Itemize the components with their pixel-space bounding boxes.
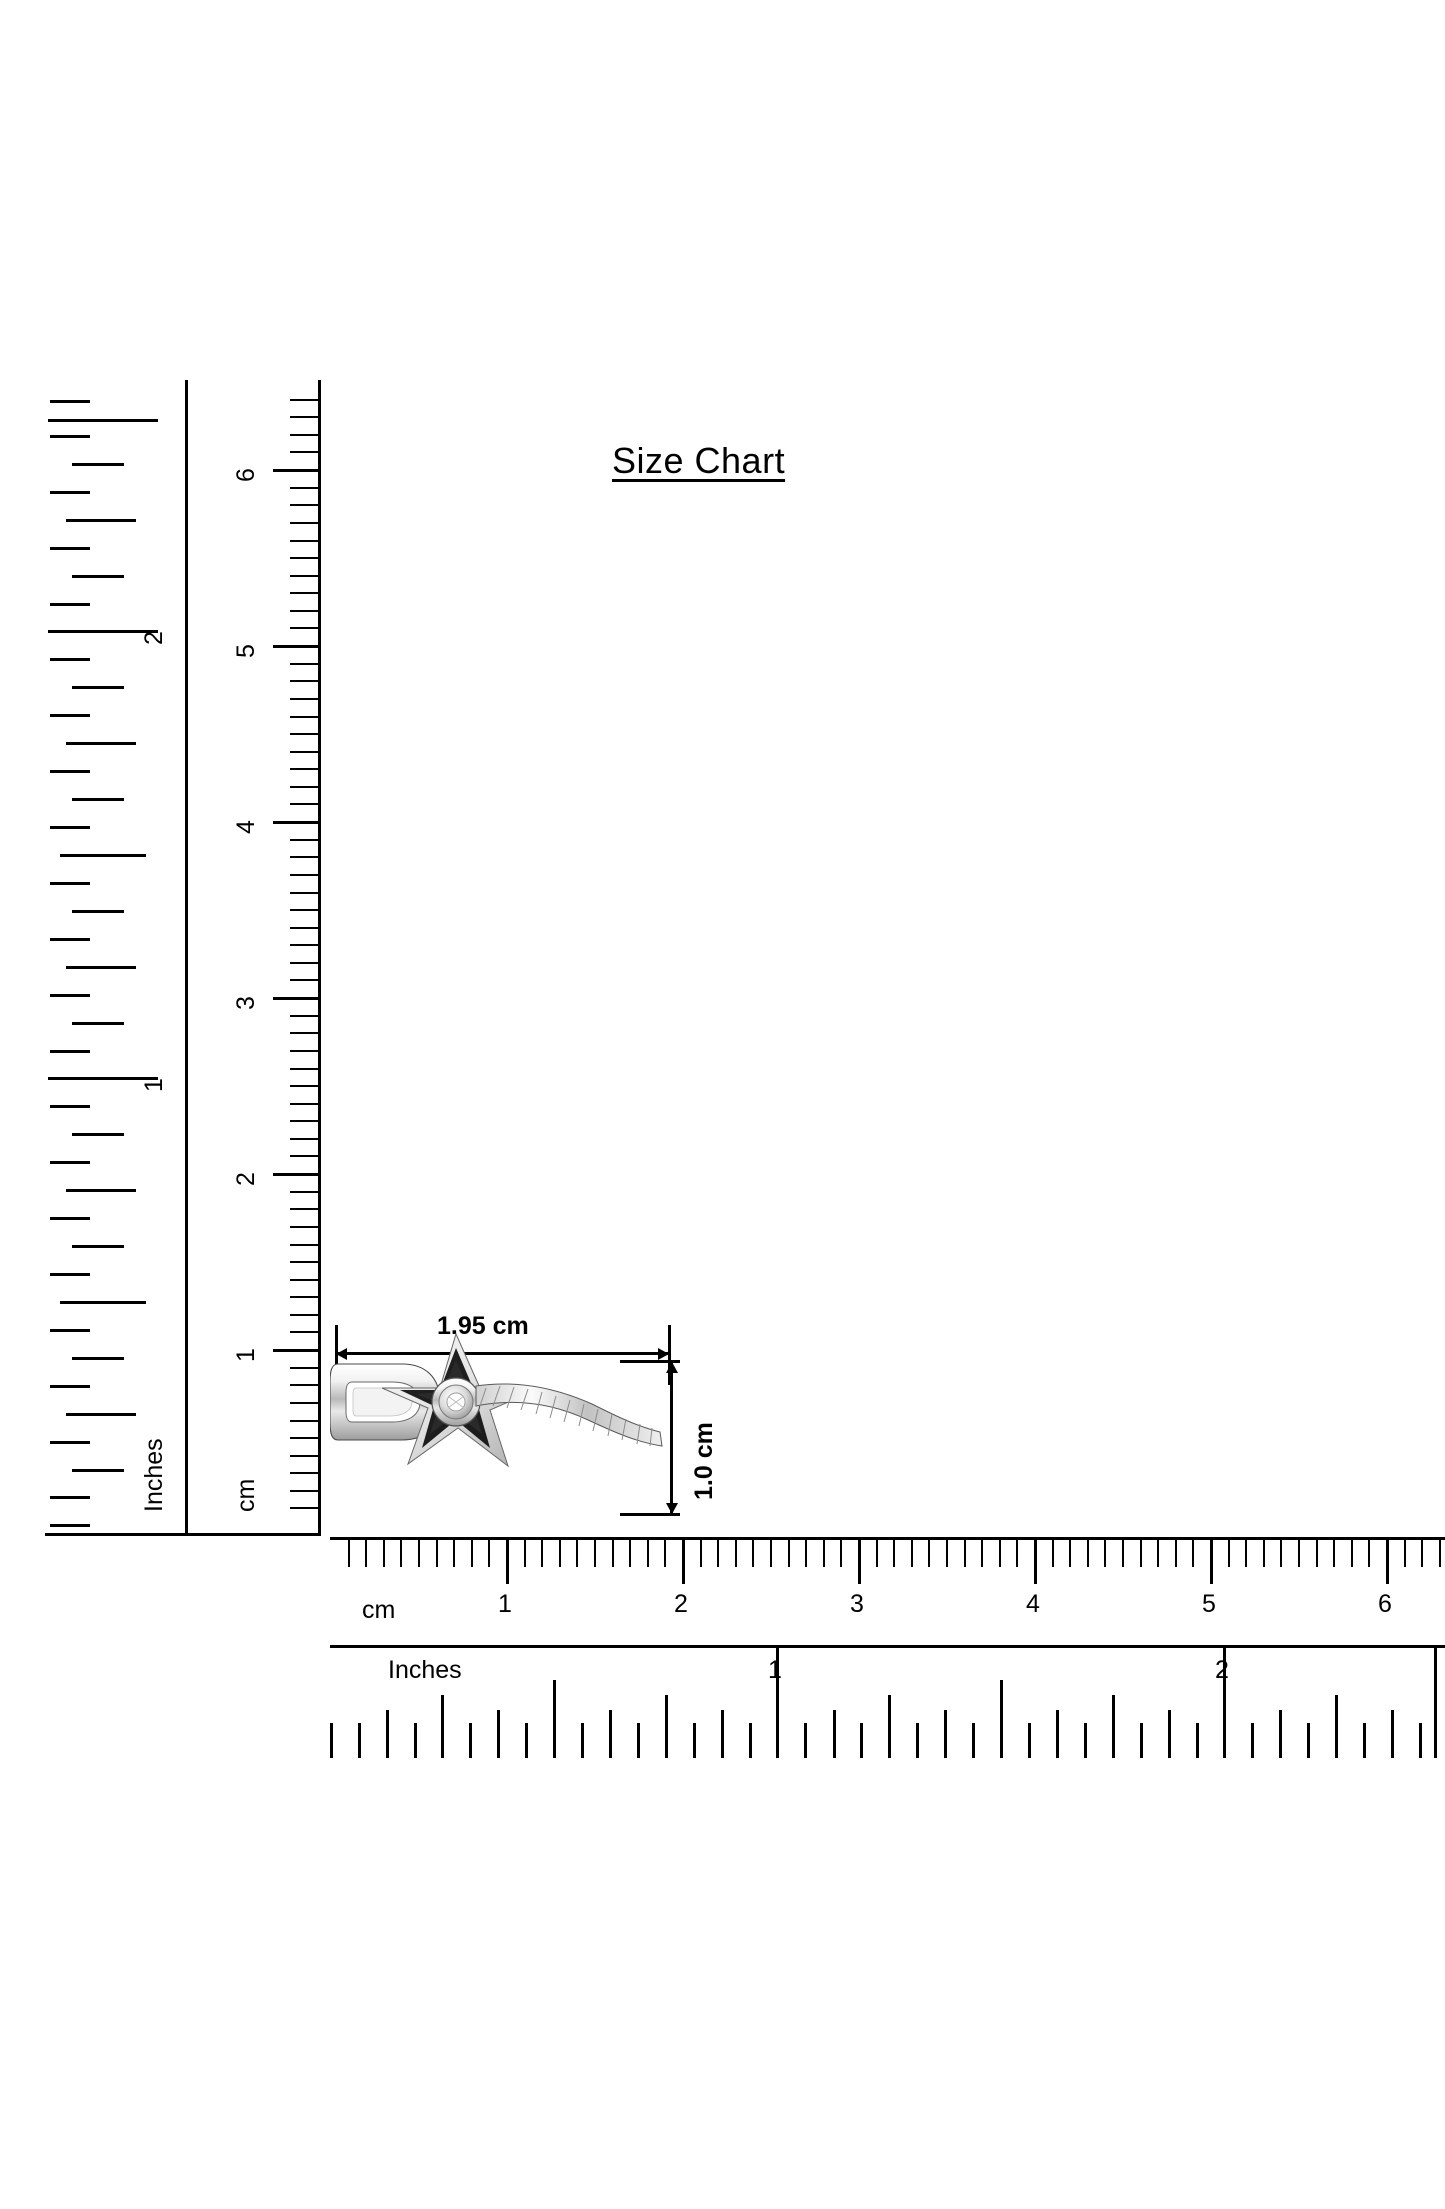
tick-half [60,1301,146,1304]
tick-minor [290,944,319,946]
vertical-inches-ruler-spine [185,380,188,1535]
tick-sixteenth [50,603,90,606]
tick-sixteenth [50,770,90,773]
tick-minor [290,768,319,770]
tick-major [506,1537,509,1584]
tick-minor [1104,1537,1106,1567]
tick-minor [1069,1537,1071,1567]
vertical-cm-label-2: 2 [232,1172,260,1186]
tick-minor [418,1537,420,1567]
tick-quarter [441,1695,444,1758]
tick-sixteenth [50,882,90,885]
tick-minor [290,927,319,929]
vertical-inches-label-2: 2 [140,631,168,645]
tick-sixteenth [916,1723,919,1758]
tick-minor [788,1537,790,1567]
tick-sixteenth [50,1524,90,1527]
tick-minor [805,1537,807,1567]
tick-major [273,821,319,824]
tick-minor [893,1537,895,1567]
tick-sixteenth [693,1723,696,1758]
tick-minor [290,399,319,401]
tick-minor [290,1507,319,1509]
tick-eighth [386,1710,389,1758]
horizontal-cm-label-2: 2 [674,1590,688,1618]
horizontal-inches-unit-label: Inches [388,1656,462,1684]
tick-minor [290,733,319,735]
tick-minor [290,786,319,788]
ruler-corner-connector [45,1533,321,1536]
tick-sixteenth [1028,1723,1031,1758]
tick-minor [735,1537,737,1567]
tick-sixteenth [525,1723,528,1758]
tick-eighth [72,910,124,913]
tick-sixteenth [50,400,90,403]
tick-sixteenth [50,1329,90,1332]
tick-sixteenth [50,658,90,661]
tick-major [1210,1537,1213,1584]
tick-minor [1122,1537,1124,1567]
tick-minor [594,1537,596,1567]
vertical-cm-label-5: 5 [232,644,260,658]
tick-minor [1333,1537,1335,1567]
vertical-cm-unit-label: cm [232,1478,260,1512]
tick-sixteenth [637,1723,640,1758]
tick-minor [1439,1537,1441,1567]
tick-minor [290,1402,319,1404]
horizontal-cm-label-3: 3 [850,1590,864,1618]
tick-sixteenth [1419,1723,1422,1758]
vertical-inches-label-1: 1 [140,1078,168,1092]
tick-minor [576,1537,578,1567]
tick-minor [770,1537,772,1567]
tick-quarter [888,1695,891,1758]
tick-minor [290,1015,319,1017]
tick-minor [946,1537,948,1567]
tick-major [273,469,319,472]
tick-major [1434,1648,1437,1758]
tick-eighth [1391,1710,1394,1758]
tick-sixteenth [1251,1723,1254,1758]
tick-minor [290,1226,319,1228]
tick-minor [365,1537,367,1567]
tick-minor [700,1537,702,1567]
tick-minor [1404,1537,1406,1567]
horizontal-inches-label-1: 1 [768,1656,782,1684]
tick-minor [290,504,319,506]
tick-minor [290,1472,319,1474]
tick-sixteenth [50,714,90,717]
tick-sixteenth [581,1723,584,1758]
tick-minor [383,1537,385,1567]
tick-minor [1351,1537,1353,1567]
tick-eighth [497,1710,500,1758]
vertical-cm-label-6: 6 [232,468,260,482]
tick-sixteenth [50,1273,90,1276]
tick-sixteenth [804,1723,807,1758]
tick-eighth [72,575,124,578]
tick-sixteenth [414,1723,417,1758]
tick-minor [647,1537,649,1567]
tick-minor [290,1455,319,1457]
tick-minor [290,1191,319,1193]
tick-minor [290,680,319,682]
tick-minor [290,892,319,894]
vertical-inches-unit-label: Inches [140,1438,168,1512]
tick-minor [524,1537,526,1567]
tick-minor [290,698,319,700]
tick-sixteenth [50,1217,90,1220]
tick-major [858,1537,861,1584]
tick-sixteenth [50,1105,90,1108]
tick-minor [840,1537,842,1567]
tick-sixteenth [50,1496,90,1499]
horizontal-cm-label-5: 5 [1202,1590,1216,1618]
tick-eighth [72,1133,124,1136]
height-arrow-down [666,1503,678,1514]
vertical-cm-label-3: 3 [232,996,260,1010]
tick-minor [290,1208,319,1210]
tick-minor [290,1490,319,1492]
tick-minor [290,1437,319,1439]
horizontal-cm-unit-label: cm [362,1596,396,1624]
tick-minor [290,1068,319,1070]
tick-minor [1228,1537,1230,1567]
tick-minor [1368,1537,1370,1567]
tick-eighth [72,463,124,466]
tick-minor [290,575,319,577]
tick-sixteenth [1084,1723,1087,1758]
tick-major [273,645,319,648]
tick-minor [1421,1537,1423,1567]
tick-minor [290,874,319,876]
tick-minor [290,962,319,964]
tick-minor [1016,1537,1018,1567]
page-title: Size Chart [612,440,786,481]
tick-eighth [72,1245,124,1248]
tick-sixteenth [50,994,90,997]
tick-minor [436,1537,438,1567]
tick-minor [928,1537,930,1567]
tick-minor [290,1331,319,1333]
tick-minor [717,1537,719,1567]
horizontal-cm-ruler-spine [330,1537,1445,1540]
tick-major [273,1173,319,1176]
tick-sixteenth [469,1723,472,1758]
tick-minor [290,1420,319,1422]
tick-major [273,1349,319,1352]
tick-minor [290,1155,319,1157]
tick-minor [664,1537,666,1567]
tick-minor [290,1138,319,1140]
width-dimension-label: 1.95 cm [437,1312,529,1340]
tick-sixteenth [1140,1723,1143,1758]
tick-sixteenth [1196,1723,1199,1758]
tick-minor [1175,1537,1177,1567]
tick-minor [290,434,319,436]
tick-half [1000,1680,1003,1758]
tick-minor [290,592,319,594]
tick-minor [964,1537,966,1567]
tick-quarter [1335,1695,1338,1758]
tick-minor [471,1537,473,1567]
vertical-cm-ruler-spine [318,380,321,1535]
horizontal-inches-label-2: 2 [1215,1656,1229,1684]
tick-major [1034,1537,1037,1584]
tick-minor [290,1296,319,1298]
tick-sixteenth [860,1723,863,1758]
tick-minor [488,1537,490,1567]
tick-eighth [72,686,124,689]
tick-sixteenth [330,1723,333,1758]
tick-sixteenth [50,826,90,829]
tick-minor [290,627,319,629]
tick-minor [290,557,319,559]
tick-sixteenth [50,1441,90,1444]
tick-major [682,1537,685,1584]
tick-eighth [609,1710,612,1758]
tick-quarter [66,742,136,745]
tick-minor [1245,1537,1247,1567]
tick-sixteenth [358,1723,361,1758]
tick-minor [290,751,319,753]
horizontal-cm-label-6: 6 [1378,1590,1392,1618]
tick-sixteenth [50,491,90,494]
tick-eighth [944,1710,947,1758]
tick-sixteenth [1307,1723,1310,1758]
tick-minor [290,540,319,542]
tick-minor [823,1537,825,1567]
tick-minor [1140,1537,1142,1567]
tick-sixteenth [972,1723,975,1758]
tick-eighth [72,1357,124,1360]
tick-minor [290,909,319,911]
tick-minor [290,1103,319,1105]
tick-minor [290,1050,319,1052]
tick-minor [290,716,319,718]
tick-sixteenth [50,1050,90,1053]
tick-minor [911,1537,913,1567]
tick-minor [290,522,319,524]
horizontal-cm-label-1: 1 [498,1590,512,1618]
tick-half [60,854,146,857]
tick-sixteenth [50,435,90,438]
tick-minor [876,1537,878,1567]
tick-minor [1157,1537,1159,1567]
tick-minor [290,856,319,858]
tick-minor [290,416,319,418]
tick-half [553,1680,556,1758]
tick-minor [453,1537,455,1567]
tick-sixteenth [1363,1723,1366,1758]
tick-minor [290,1032,319,1034]
tick-quarter [1112,1695,1115,1758]
tick-minor [290,1120,319,1122]
tick-eighth [833,1710,836,1758]
tick-minor [1316,1537,1318,1567]
tick-eighth [1056,1710,1059,1758]
tick-minor [559,1537,561,1567]
tick-minor [1263,1537,1265,1567]
tick-minor [290,1085,319,1087]
tick-minor [290,487,319,489]
vertical-cm-label-4: 4 [232,820,260,834]
tick-minor [290,1244,319,1246]
tick-quarter [66,966,136,969]
tick-major [48,419,158,422]
tick-minor [348,1537,350,1567]
tick-minor [999,1537,1001,1567]
tick-quarter [665,1695,668,1758]
tick-minor [290,1261,319,1263]
tick-sixteenth [749,1723,752,1758]
tick-minor [400,1537,402,1567]
tick-minor [290,1367,319,1369]
product-image [330,1330,690,1470]
tick-quarter [66,1189,136,1192]
tick-minor [1280,1537,1282,1567]
tick-minor [1192,1537,1194,1567]
tick-minor [290,1314,319,1316]
tick-eighth [72,798,124,801]
tick-minor [290,1279,319,1281]
horizontal-inches-ruler-spine [330,1645,1445,1648]
tick-major [273,997,319,1000]
tick-quarter [66,1413,136,1416]
tick-minor [612,1537,614,1567]
tick-minor [541,1537,543,1567]
tick-minor [752,1537,754,1567]
tick-minor [1087,1537,1089,1567]
tick-minor [290,803,319,805]
tick-major [1386,1537,1389,1584]
tick-sixteenth [50,938,90,941]
tick-eighth [1279,1710,1282,1758]
tick-minor [290,610,319,612]
height-dimension-label: 1.0 cm [690,1422,718,1500]
tick-minor [290,451,319,453]
tick-quarter [66,519,136,522]
horizontal-cm-label-4: 4 [1026,1590,1040,1618]
tick-minor [1298,1537,1300,1567]
tick-minor [290,1384,319,1386]
tick-sixteenth [50,1161,90,1164]
vertical-cm-label-1: 1 [232,1348,260,1362]
tick-eighth [72,1469,124,1472]
tick-minor [290,979,319,981]
tick-minor [290,663,319,665]
tick-minor [290,839,319,841]
tick-minor [1052,1537,1054,1567]
tick-sixteenth [50,1385,90,1388]
tick-sixteenth [50,547,90,550]
tick-eighth [721,1710,724,1758]
tick-eighth [1168,1710,1171,1758]
tick-eighth [72,1022,124,1025]
tick-minor [981,1537,983,1567]
tick-minor [629,1537,631,1567]
